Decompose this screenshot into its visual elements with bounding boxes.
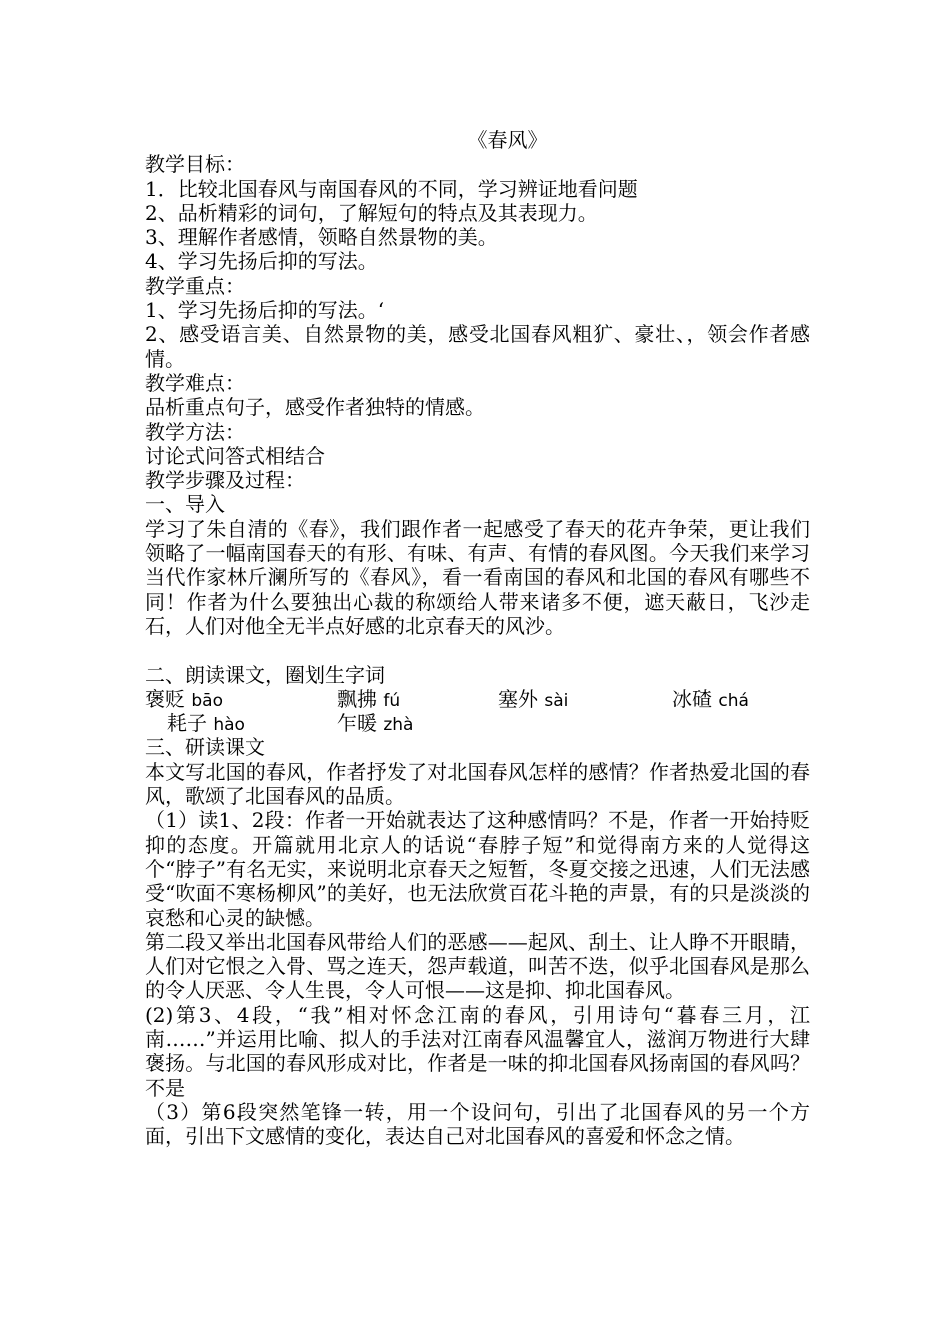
method-heading: 教学方法： [145,419,245,444]
steps-heading: 教学步骤及过程： [145,468,305,493]
study-heading: 三、研读课文 [145,735,265,760]
vocab-item [498,687,568,713]
intro-paragraph: 学习了朱自清的《春》，我们跟作者一起感受了春天的花卉争荣，更让我们领略了一幅南国春天的有形、有味、有声、有情的春风图。今天我们来学习当代作家林斤澜所写的《春风》，看一看南国的春风和北国的春风有哪些不同！作者为什么要独出心裁的称颂给人带来诸多不便，遮天蔽日，飞沙走石，人们对他全无半点好感的北京春天的风沙。 [145,516,810,638]
document-title: 《春风》 [467,128,548,152]
vocab-word: 飘拂 [337,686,377,711]
vocab-pinyin: bāo [191,690,223,711]
vocab-pinyin: chá [718,690,749,711]
goal-item: 2、品析精彩的词句，了解短句的特点及其表现力。 [145,200,598,225]
study-paragraph: (2)第3、4段，“我”相对怀念江南的春风，引用诗句“暮春三月，江南……”并运用比喻、拟人的手法对江南春风温馨宜人，滋润万物进行大肆褒扬。与北国的春风形成对比，作者是一味的抑北国春风扬南国的春风吗？不是 [145,1002,810,1100]
vocab-item [672,687,749,713]
key-point-item: 2、感受语言美、自然景物的美，感受北国春风粗犷、豪壮、，领会作者感情。 [145,322,810,371]
vocab-pinyin: hào [213,715,245,736]
vocab-word: 乍暖 [337,711,377,736]
goals-heading: 教学目标： [145,152,245,177]
study-paragraph: 本文写北国的春风，作者抒发了对北国春风怎样的感情？作者热爱北国的春风，歌颂了北国春风的品质。 [145,759,810,809]
vocab-pinyin: fú [383,690,401,711]
difficulty-heading: 教学难点： [145,370,245,395]
vocab-word: 褒贬 [145,686,185,711]
goal-item: 3、理解作者感情，领略自然景物的美。 [145,225,498,250]
reading-heading: 二、朗读课文，圈划生字词 [145,662,385,687]
intro-heading: 一、导入 [145,492,225,517]
goal-item: 1．比较北国春风与南国春风的不同，学习辨证地看问题 [145,176,638,201]
goal-item: 4、学习先扬后抑的写法。 [145,249,378,274]
blank-line [145,638,810,662]
vocab-item [337,687,400,713]
vocab-row [145,711,810,735]
document-page [145,128,810,1148]
study-paragraph: （1）读1、2段：作者一开始就表达了这种感情吗？不是，作者一开始持贬抑的态度。开篇就用北京人的话说“春脖子短”和觉得南方来的人觉得这个“脖子”有名无实，来说明北京春天之短暂，冬夏交接之迅速，人们无法感受“吹面不寒杨柳风”的美好，也无法欣赏百花斗艳的声景，有的只是淡淡的哀愁和心灵的缺憾。 [145,808,810,930]
vocab-word: 塞外 [498,686,538,711]
key-point-item: 1、学习先扬后抑的写法。‘ [145,298,385,323]
vocab-word: 耗子 [167,711,207,736]
study-paragraph: （3）第6段突然笔锋一转，用一个设问句，引出了北国春风的另一个方面，引出下文感情的变化，表达自己对北国春风的喜爱和怀念之情。 [145,1099,810,1149]
method-text: 讨论式问答式相结合 [145,443,325,468]
vocab-pinyin: sài [544,690,569,711]
study-paragraph: 第二段又举出北国春风带给人们的恶感——起风、刮土、让人睁不开眼睛，人们对它恨之入骨、骂之连天，怨声载道，叫苦不迭，似乎北国春风是那么的令人厌恶、令人生畏，令人可恨——这是抑、抑北国春风。 [145,929,810,1003]
difficulty-text: 品析重点句子，感受作者独特的情感。 [145,395,485,420]
vocab-word: 冰碴 [672,686,712,711]
vocab-item [145,687,223,713]
vocab-pinyin: zhà [383,715,414,736]
vocab-item [337,711,413,737]
vocab-row [145,687,810,711]
key-points-heading: 教学重点： [145,273,245,298]
vocab-item [167,711,245,737]
